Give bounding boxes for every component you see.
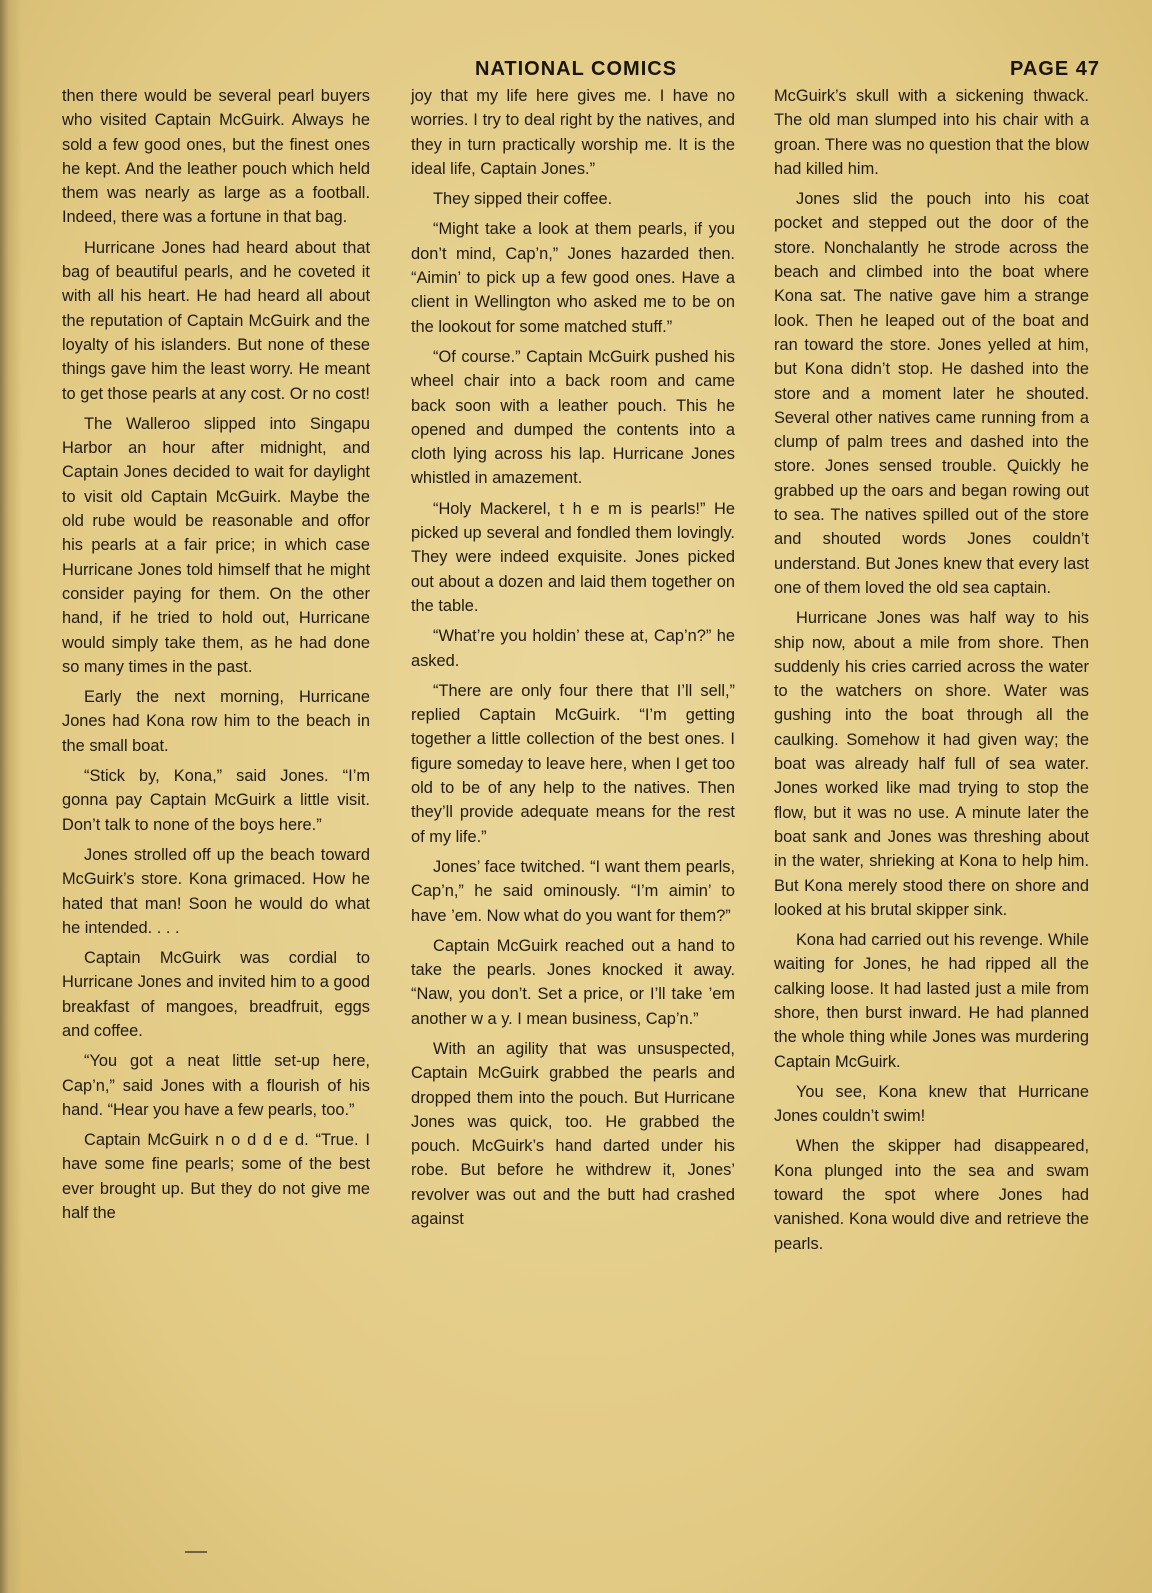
paragraph: The Walleroo slipped into Singapu Harbor an hour after midnight, and Captain Jones decided to wait for daylight to visit old Captain McGuirk. Maybe the old rube would be reasonable and offor his pearls at a fair price; in which case Hurricane Jones told himself that he might consider paying for them. On the other hand, if he tried to hold out, Hurricane would simply take them, as he had done so many times in the past. (62, 414, 370, 676)
text-column-1 (62, 84, 370, 1231)
page-number: PAGE 47 (1010, 58, 1100, 80)
paragraph: McGuirk’s skull with a sickening thwack. The old man slumped into his chair with a groan. There was no question that the blow had killed him. (774, 87, 1089, 178)
paragraph: Kona had carried out his revenge. While waiting for Jones, he had ripped all the calking loose. It had lasted just a mile from shore, then burst inward. He had planned the whole thing while Jones was murdering Captain McGuirk. (774, 931, 1089, 1071)
text-column-3 (774, 84, 1089, 1262)
paragraph: When the skipper had disappeared, Kona plunged into the sea and swam toward the spot where Jones had vanished. Kona would dive and retrieve the pearls. (774, 1137, 1089, 1253)
magazine-title: NATIONAL COMICS (475, 58, 678, 80)
paragraph: then there would be several pearl buyers who visited Captain McGuirk. Always he sold a few good ones, but the finest ones he kept. And the leather pouch which held them was nearly as large as a football. Indeed, there was a fortune in that bag. (62, 87, 370, 227)
paragraph: “Stick by, Kona,” said Jones. “I’m gonna pay Captain McGuirk a little visit. Don’t talk to none of the boys here.” (62, 767, 370, 834)
paragraph: Captain McGuirk n o d d e d. “True. I have some fine pearls; some of the best ever brought up. But they do not give me half the (62, 1131, 370, 1223)
paragraph: “Might take a look at them pearls, if you don’t mind, Cap’n,” Jones hazarded then. “Aimin’ to pick up a few good ones. Have a client in Wellington who asked me to be on the lookout for some matched stuff.” (411, 220, 735, 336)
paragraph: Jones’ face twitched. “I want them pearls, Cap’n,” he said ominously. “I’m aimin’ to have ’em. Now what do you want for them?” (411, 857, 735, 925)
paragraph: They sipped their coffee. (433, 190, 613, 209)
paragraph: “Of course.” Captain McGuirk pushed his wheel chair into a back room and came back soon with a leather pouch. This he opened and dumped the contents into a cloth lying across his lap. Hurricane Jones whistled in amazement. (411, 347, 735, 488)
paragraph: “You got a neat little set-up here, Cap’n,” said Jones with a flourish of his hand. “Hear you have a few pearls, too.” (62, 1052, 370, 1119)
paragraph: “Holy Mackerel, t h e m is pearls!” He picked up several and fondled them lovingly. They were indeed exquisite. Jones picked out about a dozen and laid them together on the table. (411, 499, 735, 615)
paragraph: “There are only four there that I’ll sell,” replied Captain McGuirk. “I’m getting together a little collection of the best ones. I figure someday to leave here, when I get too old to be of any help to the natives. Then they’ll provide adequate means for the rest of my life.” (411, 681, 735, 846)
paragraph: Captain McGuirk was cordial to Hurricane Jones and invited him to a good breakfast of mangoes, breadfruit, eggs and coffee. (62, 949, 370, 1040)
paragraph: Early the next morning, Hurricane Jones had Kona row him to the beach in the small boat. (62, 688, 370, 755)
text-column-2 (411, 84, 735, 1237)
paragraph: With an agility that was unsuspected, Captain McGuirk grabbed the pearls and dropped them into the pouch. But Hurricane Jones was quick, too. He grabbed the pouch. McGuirk’s hand darted under his robe. But before he withdrew it, Jones’ revolver was out and the butt had crashed against (411, 1039, 735, 1229)
paragraph: Jones strolled off up the beach toward McGuirk’s store. Kona grimaced. How he hated that man! Soon he would do what he intended. . . . (62, 845, 370, 937)
paragraph: You see, Kona knew that Hurricane Jones couldn’t swim! (774, 1082, 1089, 1126)
paragraph: Captain McGuirk reached out a hand to take the pearls. Jones knocked it away. “Naw, you don’t. Set a price, or I’ll take ’em another w a y. I mean business, Cap’n.” (411, 936, 735, 1028)
paragraph: joy that my life here gives me. I have no worries. I try to deal right by the natives, and they in turn practically worship me. It is the ideal life, Captain Jones.” (411, 87, 735, 178)
page-spine-shadow (0, 0, 22, 1593)
print-mark (185, 1551, 207, 1553)
paragraph: Jones slid the pouch into his coat pocket and stepped out the door of the store. Nonchalantly he strode across the beach and climbed into the boat where Kona sat. The native gave him a strange look. Then he leaped out of the boat and ran toward the store. Jones yelled at him, but Kona didn’t stop. He dashed into the store and a moment later he shouted. Several other natives came running from a clump of palm trees and dashed into the store. Jones sensed trouble. Quickly he grabbed up the oars and began rowing out to sea. The natives spilled out of the store and shouted words Jones couldn’t understand. But Jones knew that every last one of them loved the old sea captain. (774, 190, 1089, 597)
paragraph: Hurricane Jones was half way to his ship now, about a mile from shore. Then suddenly his cries carried across the water to the watchers on shore. Water was gushing into the boat through all the caulking. Somehow it had given way; the boat was already half full of sea water. Jones worked like mad trying to stop the flow, but it was no use. A minute later the boat sank and Jones was threshing about in the water, shrieking at Kona to help him. But Kona merely stood there on shore and looked at his brutal skipper sink. (774, 609, 1089, 919)
paragraph: Hurricane Jones had heard about that bag of beautiful pearls, and he coveted it with all his heart. He had heard all about the reputation of Captain McGuirk and the loyalty of his islanders. But none of these things gave him the least worry. He meant to get those pearls at any cost. Or no cost! (62, 238, 370, 403)
paragraph: “What’re you holdin’ these at, Cap’n?” he asked. (411, 627, 735, 670)
